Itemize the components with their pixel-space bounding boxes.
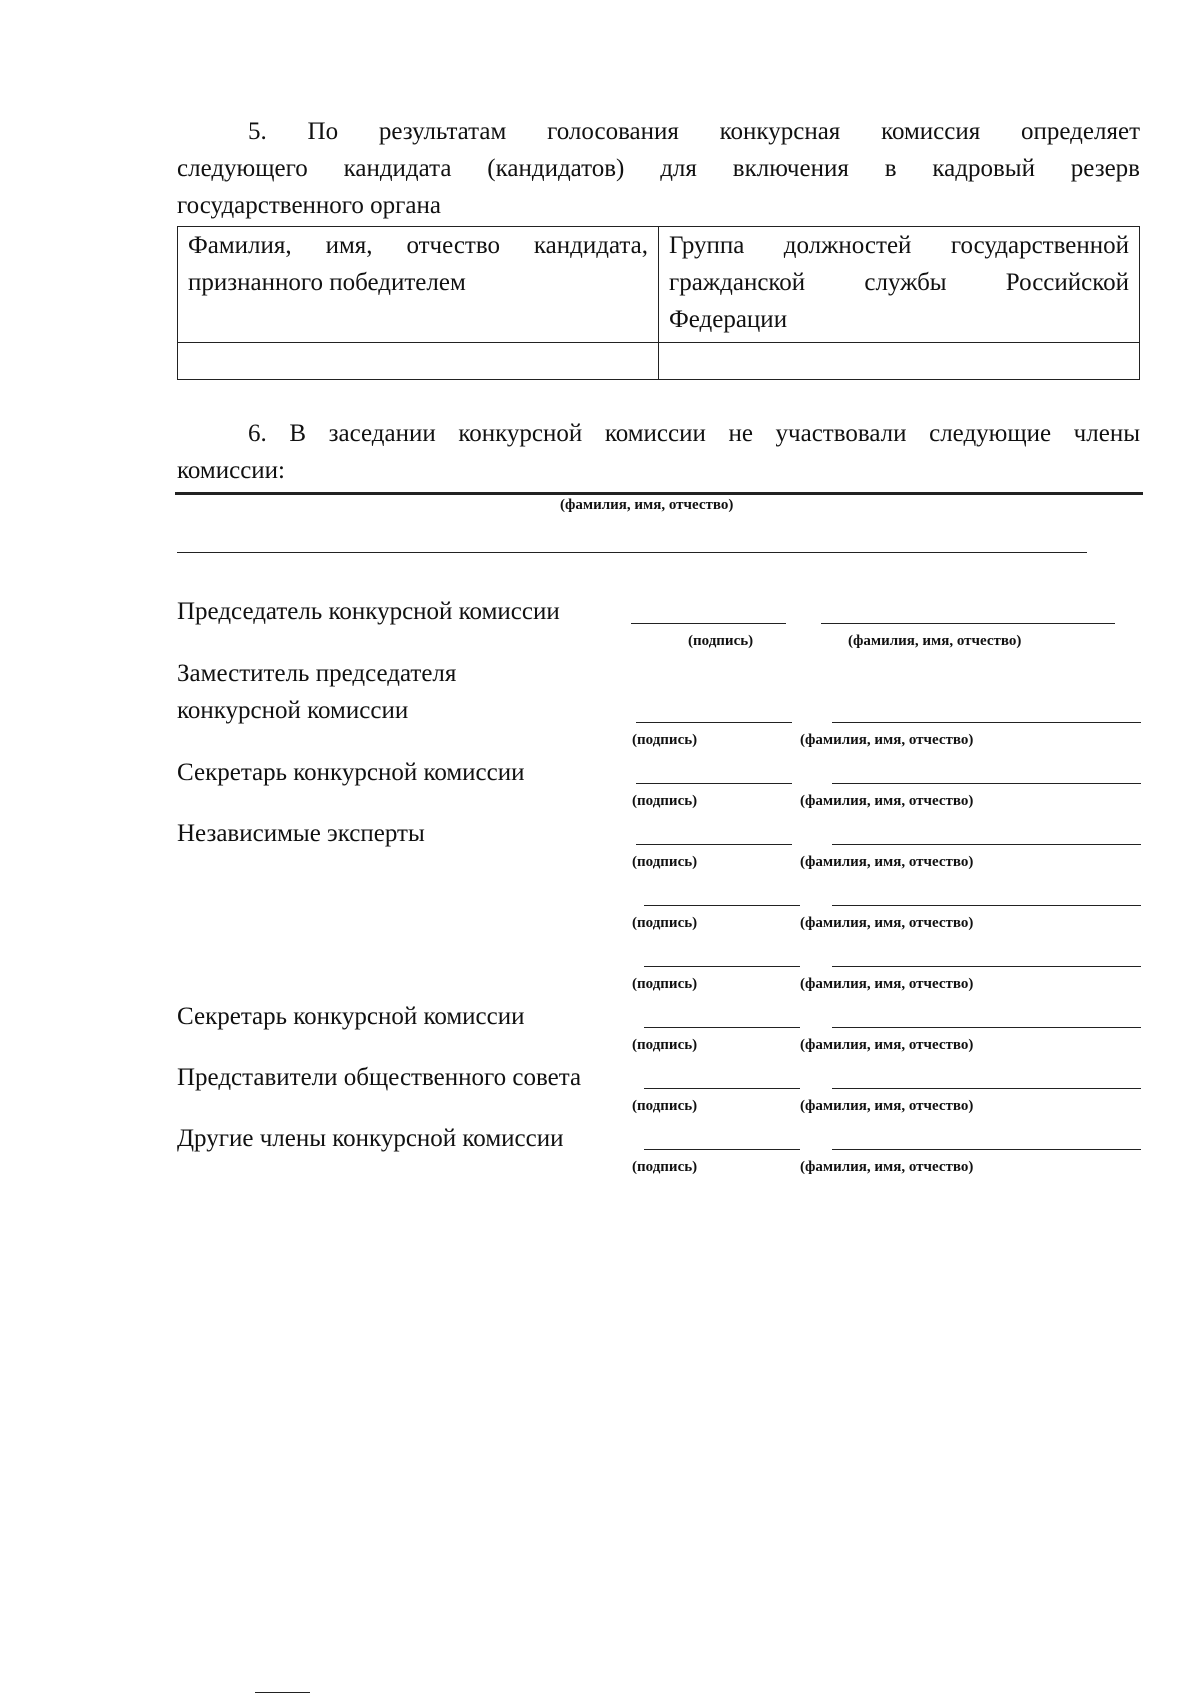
section-5-line-3: государственного органа	[177, 192, 442, 219]
public-council-signature-caption: (подпись)	[632, 1098, 698, 1114]
deputy-signature-line[interactable]	[636, 722, 792, 723]
section-6-line-1: 6. В заседании конкурсной комиссии не участвовали следующие члены	[248, 420, 1140, 447]
chairman-label: Председатель конкурсной комиссии	[177, 598, 560, 625]
section-5-paragraph	[177, 113, 1140, 224]
section-5-line-1: 5. По результатам голосования конкурсная комиссия определяет	[248, 118, 1140, 145]
chairman-signature-caption: (подпись)	[688, 633, 754, 649]
chairman-name-line[interactable]	[821, 623, 1115, 624]
expert-2-name-line[interactable]	[832, 905, 1141, 906]
expert-2-name-caption: (фамилия, имя, отчество)	[800, 915, 974, 931]
deputy-signature-caption: (подпись)	[632, 732, 698, 748]
absent-members-line-2[interactable]	[177, 552, 1087, 553]
secretary-2-signature-caption: (подпись)	[632, 1037, 698, 1053]
secretary-2-name-caption: (фамилия, имя, отчество)	[800, 1037, 974, 1053]
expert-1-signature-caption: (подпись)	[632, 854, 698, 870]
other-members-signature-line[interactable]	[644, 1149, 800, 1150]
secretary-label: Секретарь конкурсной комиссии	[177, 759, 525, 786]
secretary-signature-line[interactable]	[636, 783, 792, 784]
secretary-name-line[interactable]	[832, 783, 1141, 784]
section-6-paragraph	[177, 415, 1140, 489]
secretary-2-name-line[interactable]	[832, 1027, 1141, 1028]
expert-3-signature-line[interactable]	[644, 966, 800, 967]
page-footer-mark	[255, 1692, 310, 1693]
expert-2-signature-line[interactable]	[644, 905, 800, 906]
deputy-label-line-1: Заместитель председателя	[177, 660, 457, 687]
other-members-signature-caption: (подпись)	[632, 1159, 698, 1175]
expert-3-signature-caption: (подпись)	[632, 976, 698, 992]
chairman-signature-line[interactable]	[631, 623, 786, 624]
header-candidate-name: Фамилия, имя, отчество кандидата, признанного победителем	[178, 227, 659, 343]
candidate-table	[177, 226, 1140, 380]
absent-members-caption: (фамилия, имя, отчество)	[560, 497, 734, 513]
expert-1-name-caption: (фамилия, имя, отчество)	[800, 854, 974, 870]
deputy-name-line[interactable]	[832, 722, 1141, 723]
chairman-name-caption: (фамилия, имя, отчество)	[848, 633, 1022, 649]
public-council-label: Представители общественного совета	[177, 1064, 582, 1091]
public-council-name-line[interactable]	[832, 1088, 1141, 1089]
secretary-2-label: Секретарь конкурсной комиссии	[177, 1003, 525, 1030]
expert-3-name-caption: (фамилия, имя, отчество)	[800, 976, 974, 992]
header-position-group: Группа должностей государственной гражданской службы Российской Федерации	[659, 227, 1140, 343]
expert-3-name-line[interactable]	[832, 966, 1141, 967]
expert-2-signature-caption: (подпись)	[632, 915, 698, 931]
public-council-signature-line[interactable]	[644, 1088, 800, 1089]
absent-members-line[interactable]	[175, 492, 1143, 495]
table-row	[178, 343, 1140, 380]
table-header-row	[178, 227, 1140, 343]
secretary-signature-caption: (подпись)	[632, 793, 698, 809]
expert-1-name-line[interactable]	[832, 844, 1141, 845]
expert-1-signature-line[interactable]	[636, 844, 792, 845]
section-6-line-2: комиссии:	[177, 457, 285, 484]
secretary-name-caption: (фамилия, имя, отчество)	[800, 793, 974, 809]
table-cell-candidate[interactable]	[178, 343, 659, 380]
deputy-label-line-2: конкурсной комиссии	[177, 697, 409, 724]
section-5-line-2: следующего кандидата (кандидатов) для включения в кадровый резерв	[177, 155, 1140, 182]
table-cell-group[interactable]	[659, 343, 1140, 380]
other-members-label: Другие члены конкурсной комиссии	[177, 1125, 564, 1152]
deputy-name-caption: (фамилия, имя, отчество)	[800, 732, 974, 748]
other-members-name-caption: (фамилия, имя, отчество)	[800, 1159, 974, 1175]
secretary-2-signature-line[interactable]	[644, 1027, 800, 1028]
public-council-name-caption: (фамилия, имя, отчество)	[800, 1098, 974, 1114]
other-members-name-line[interactable]	[832, 1149, 1141, 1150]
experts-label: Независимые эксперты	[177, 820, 425, 847]
